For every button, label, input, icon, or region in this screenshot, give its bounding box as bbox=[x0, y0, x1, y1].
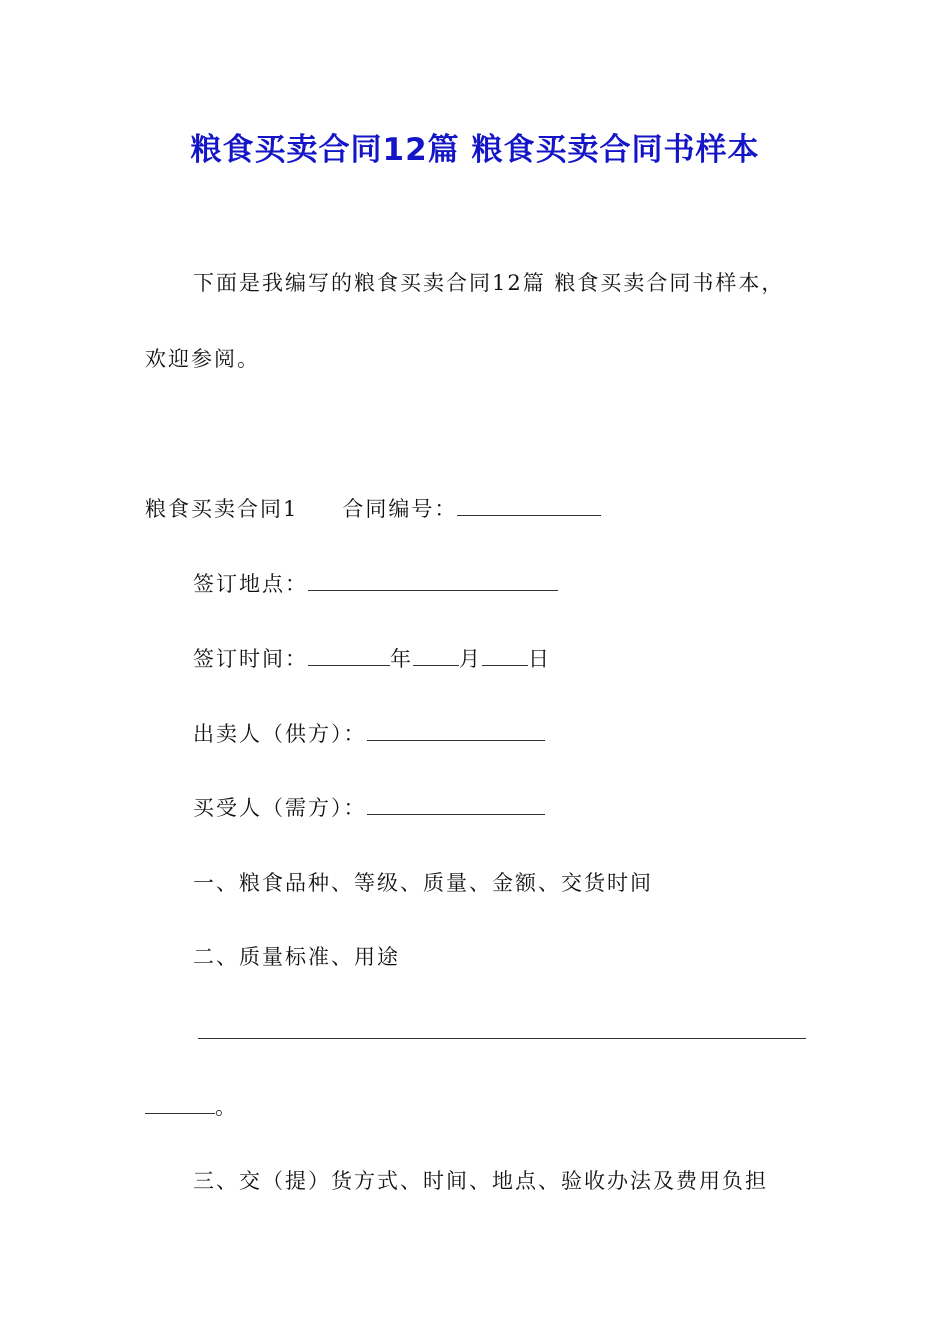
section-2-heading: 二、质量标准、用途 bbox=[193, 945, 400, 969]
sign-place-row bbox=[193, 569, 558, 599]
sign-time-row bbox=[193, 644, 551, 674]
period-mark: 。 bbox=[215, 1095, 238, 1119]
seller-row bbox=[193, 719, 545, 749]
quality-standard-blank-row bbox=[198, 1017, 806, 1047]
buyer-label: 买受人（需方）： bbox=[193, 796, 367, 820]
section-1-heading: 一、粮食品种、等级、质量、金额、交货时间 bbox=[193, 871, 653, 895]
quality-standard-blank[interactable] bbox=[198, 1018, 806, 1039]
month-label: 月 bbox=[459, 647, 482, 671]
buyer-blank[interactable] bbox=[367, 794, 545, 815]
section-3-heading: 三、交（提）货方式、时间、地点、验收办法及费用负担 bbox=[193, 1169, 768, 1193]
contract-number-label: 合同编号： bbox=[342, 497, 458, 521]
buyer-row bbox=[193, 793, 545, 823]
quality-standard-continuation-row bbox=[145, 1092, 238, 1122]
contract-heading: 粮食买卖合同1 bbox=[145, 497, 299, 521]
sign-time-label: 签订时间： bbox=[193, 647, 308, 671]
day-label: 日 bbox=[528, 647, 551, 671]
contract-number-blank[interactable] bbox=[457, 495, 601, 516]
month-blank[interactable] bbox=[413, 645, 459, 666]
sign-place-label: 签订地点： bbox=[193, 572, 308, 596]
year-label: 年 bbox=[390, 647, 413, 671]
year-blank[interactable] bbox=[308, 645, 390, 666]
intro-line-1: 下面是我编写的粮食买卖合同12篇 粮食买卖合同书样本， bbox=[193, 271, 785, 295]
contract-heading-row bbox=[145, 494, 601, 524]
sign-place-blank[interactable] bbox=[308, 570, 558, 591]
document-title: 粮食买卖合同12篇 粮食买卖合同书样本 bbox=[190, 132, 760, 168]
quality-standard-blank-continued[interactable] bbox=[145, 1093, 215, 1114]
seller-label: 出卖人（供方）： bbox=[193, 722, 367, 746]
day-blank[interactable] bbox=[482, 645, 528, 666]
seller-blank[interactable] bbox=[367, 720, 545, 741]
intro-line-2: 欢迎参阅。 bbox=[145, 347, 260, 371]
